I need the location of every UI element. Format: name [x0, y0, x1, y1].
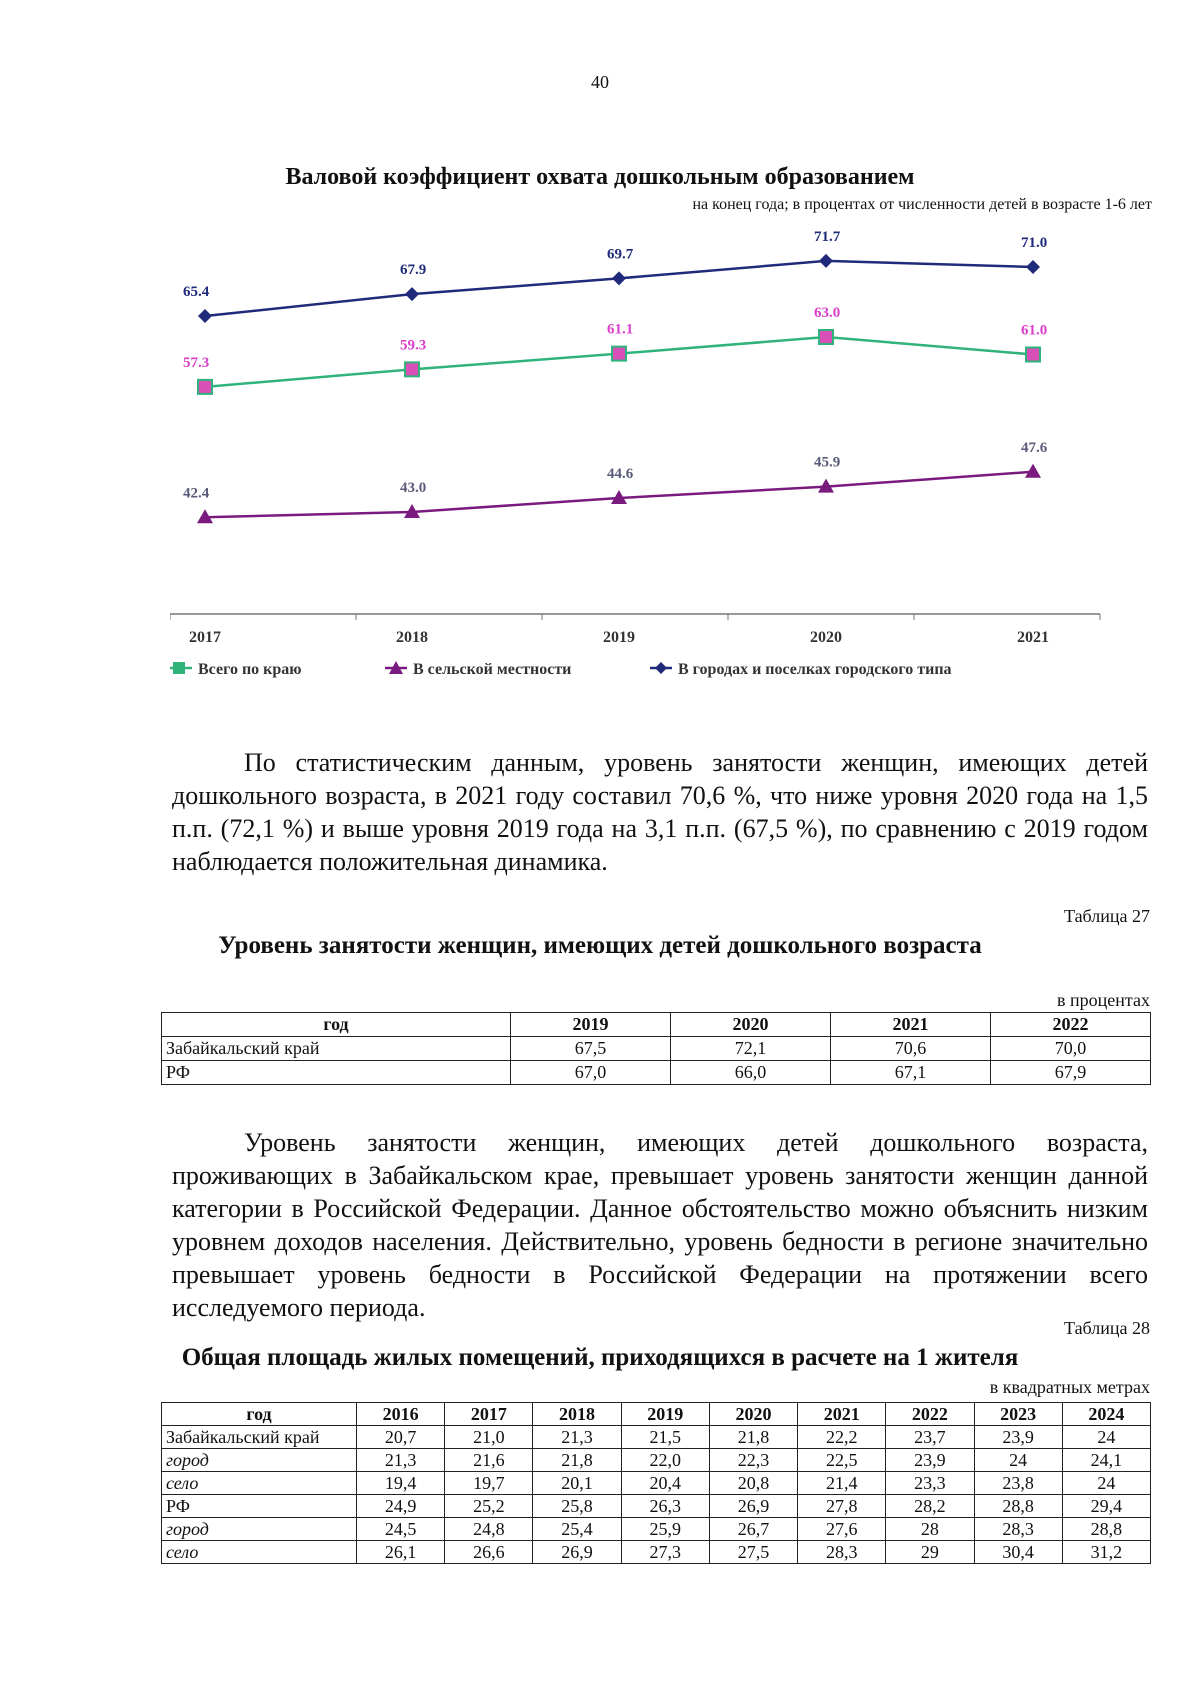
table27-employment: [161, 1012, 1151, 1085]
table-cell: 24: [974, 1449, 1062, 1472]
row-label: село: [162, 1472, 357, 1495]
data-label: 43.0: [400, 480, 427, 496]
table27-header-2: 2020: [671, 1013, 831, 1037]
table-cell: 24: [1062, 1426, 1150, 1449]
table28-header-5: 2020: [709, 1403, 797, 1426]
table-cell: 23,7: [886, 1426, 974, 1449]
data-point-triangle: [1025, 464, 1041, 478]
table-cell: 20,7: [357, 1426, 445, 1449]
page-number: 40: [591, 72, 609, 92]
table27-header-4: 2022: [991, 1013, 1151, 1037]
table-cell: 25,8: [533, 1495, 621, 1518]
table-cell: 67,0: [511, 1061, 671, 1085]
data-point-square: [405, 362, 419, 376]
table-row: [162, 1518, 1151, 1541]
table27-body: [162, 1037, 1151, 1085]
table-cell: 24,8: [445, 1518, 533, 1541]
table-row: [162, 1037, 1151, 1061]
table27-header-0: год: [162, 1013, 511, 1037]
data-label: 42.4: [183, 485, 210, 502]
table-cell: 27,6: [798, 1518, 886, 1541]
x-tick-label: 2018: [396, 629, 428, 646]
table-cell: 21,3: [357, 1449, 445, 1472]
table-cell: 29: [886, 1541, 974, 1564]
data-label: 71.7: [814, 228, 841, 245]
x-tick-label: 2021: [1017, 629, 1049, 646]
data-point-square: [1026, 348, 1040, 362]
x-tick-label: 2017: [189, 629, 221, 646]
table-cell: 31,2: [1062, 1541, 1150, 1564]
data-label: 65.4: [183, 284, 210, 300]
table-cell: 70,0: [991, 1037, 1151, 1061]
table-cell: 29,4: [1062, 1495, 1150, 1518]
data-label: 59.3: [400, 337, 427, 354]
table-cell: 20,1: [533, 1472, 621, 1495]
table-cell: 28,3: [798, 1541, 886, 1564]
table28-header-row: [162, 1403, 1151, 1426]
legend-marker-square: [173, 662, 185, 674]
series-line: [205, 337, 1033, 387]
table28-header-0: год: [162, 1403, 357, 1426]
table27-header-row: [162, 1013, 1151, 1037]
table-cell: 23,3: [886, 1472, 974, 1495]
table-cell: 24,9: [357, 1495, 445, 1518]
table28-header-7: 2022: [886, 1403, 974, 1426]
row-label: город: [162, 1449, 357, 1472]
table-cell: 21,8: [533, 1449, 621, 1472]
table-cell: 27,5: [709, 1541, 797, 1564]
table-cell: 22,0: [621, 1449, 709, 1472]
table-cell: 20,8: [709, 1472, 797, 1495]
table-cell: 19,4: [357, 1472, 445, 1495]
data-label: 57.3: [183, 354, 210, 371]
data-point-square: [198, 380, 212, 394]
x-tick-label: 2020: [810, 629, 842, 646]
table-row: [162, 1541, 1151, 1564]
table-cell: 21,5: [621, 1426, 709, 1449]
data-point-diamond: [819, 254, 833, 268]
paragraph-poverty: Уровень занятости женщин, имеющих детей дошкольного возраста, проживающих в Забайкальском крае, превышает уровень занятости женщин данной категории в Российской Федерации. Данное обстоятельство можно объяснить низким уровнем доходов населения. Действительно, уровень бедности в регионе значительно превышает уровень бедности в Российской Федерации на протяжении всего исследуемого периода.: [172, 1128, 1148, 1322]
table-cell: 24: [1062, 1472, 1150, 1495]
table-cell: 24,1: [1062, 1449, 1150, 1472]
table-cell: 28,2: [886, 1495, 974, 1518]
data-label: 63.0: [814, 305, 841, 321]
legend-marker-diamond: [655, 662, 667, 674]
data-label: 47.6: [1021, 439, 1048, 456]
table-cell: 25,2: [445, 1495, 533, 1518]
table-cell: 26,7: [709, 1518, 797, 1541]
row-label: РФ: [162, 1495, 357, 1518]
table-cell: 28,8: [1062, 1518, 1150, 1541]
table-cell: 67,9: [991, 1061, 1151, 1085]
table-cell: 66,0: [671, 1061, 831, 1085]
data-label: 71.0: [1021, 235, 1048, 251]
table-row: [162, 1495, 1151, 1518]
table-row: [162, 1061, 1151, 1085]
data-point-diamond: [1026, 260, 1040, 274]
line-chart: [170, 222, 1110, 692]
table-cell: 21,6: [445, 1449, 533, 1472]
table-cell: 22,2: [798, 1426, 886, 1449]
legend-label: В сельской местности: [413, 661, 572, 678]
table-cell: 23,8: [974, 1472, 1062, 1495]
data-point-diamond: [198, 309, 212, 323]
table-cell: 19,7: [445, 1472, 533, 1495]
table-cell: 26,9: [709, 1495, 797, 1518]
table-cell: 28: [886, 1518, 974, 1541]
table27-number: Таблица 27: [1064, 906, 1150, 926]
table-cell: 23,9: [886, 1449, 974, 1472]
table-cell: 21,3: [533, 1426, 621, 1449]
table-cell: 21,0: [445, 1426, 533, 1449]
table27-header-1: 2019: [511, 1013, 671, 1037]
chart-title: Валовой коэффициент охвата дошкольным образованием: [285, 164, 915, 190]
table27-header-3: 2021: [831, 1013, 991, 1037]
table-cell: 28,3: [974, 1518, 1062, 1541]
data-label: 61.0: [1021, 322, 1048, 339]
row-label: село: [162, 1541, 357, 1564]
table-cell: 27,8: [798, 1495, 886, 1518]
table-cell: 26,3: [621, 1495, 709, 1518]
table-cell: 22,5: [798, 1449, 886, 1472]
table28-title: Общая площадь жилых помещений, приходящихся в расчете на 1 жителя: [181, 1344, 1019, 1371]
table-cell: 21,8: [709, 1426, 797, 1449]
table-cell: 70,6: [831, 1037, 991, 1061]
x-tick-label: 2019: [603, 629, 635, 646]
table27-units: в процентах: [1057, 990, 1150, 1010]
table28-number: Таблица 28: [1064, 1318, 1150, 1338]
series-line: [205, 261, 1033, 316]
table28-header-4: 2019: [621, 1403, 709, 1426]
data-point-square: [612, 347, 626, 361]
table28-header-2: 2017: [445, 1403, 533, 1426]
row-label: город: [162, 1518, 357, 1541]
table-cell: 25,4: [533, 1518, 621, 1541]
table-cell: 30,4: [974, 1541, 1062, 1564]
table-cell: 22,3: [709, 1449, 797, 1472]
data-label: 45.9: [814, 454, 841, 471]
table28-housing: [161, 1402, 1151, 1564]
paragraph-employment: По статистическим данным, уровень занятости женщин, имеющих детей дошкольного возраста, в 2021 году составил 70,6 %, что ниже уровня 2020 года на 1,5 п.п. (72,1 %) и выше уровня 2019 года на 3,1 п.п. (67,5 %), по сравнению с 2019 годом наблюдается положительная динамика.: [172, 748, 1148, 876]
data-label: 69.7: [607, 246, 634, 263]
data-label: 61.1: [607, 321, 634, 338]
row-label: Забайкальский край: [162, 1037, 511, 1061]
data-label: 44.6: [607, 466, 634, 482]
chart-subtitle: на конец года; в процентах от численности детей в возрасте 1-6 лет: [692, 196, 1152, 213]
table-row: [162, 1472, 1151, 1495]
table-cell: 23,9: [974, 1426, 1062, 1449]
table28-header-3: 2018: [533, 1403, 621, 1426]
table28-header-6: 2021: [798, 1403, 886, 1426]
table28-header-8: 2023: [974, 1403, 1062, 1426]
data-label: 67.9: [400, 262, 427, 279]
legend-label: В городах и поселках городского типа: [678, 661, 952, 678]
table-cell: 67,5: [511, 1037, 671, 1061]
table-cell: 21,4: [798, 1472, 886, 1495]
table-cell: 26,6: [445, 1541, 533, 1564]
table28-units: в квадратных метрах: [989, 1377, 1150, 1397]
table28-header-1: 2016: [357, 1403, 445, 1426]
table-row: [162, 1426, 1151, 1449]
table-cell: 72,1: [671, 1037, 831, 1061]
table-row: [162, 1449, 1151, 1472]
table28-header-9: 2024: [1062, 1403, 1150, 1426]
data-point-square: [819, 330, 833, 344]
table-cell: 20,4: [621, 1472, 709, 1495]
table-cell: 27,3: [621, 1541, 709, 1564]
table-cell: 26,9: [533, 1541, 621, 1564]
table27-title: Уровень занятости женщин, имеющих детей дошкольного возраста: [218, 932, 982, 959]
row-label: Забайкальский край: [162, 1426, 357, 1449]
table28-body: [162, 1426, 1151, 1564]
data-point-diamond: [612, 271, 626, 285]
data-point-diamond: [405, 287, 419, 301]
legend-label: Всего по краю: [198, 661, 302, 678]
table-cell: 24,5: [357, 1518, 445, 1541]
table-cell: 26,1: [357, 1541, 445, 1564]
table-cell: 28,8: [974, 1495, 1062, 1518]
table-cell: 25,9: [621, 1518, 709, 1541]
table-cell: 67,1: [831, 1061, 991, 1085]
row-label: РФ: [162, 1061, 511, 1085]
